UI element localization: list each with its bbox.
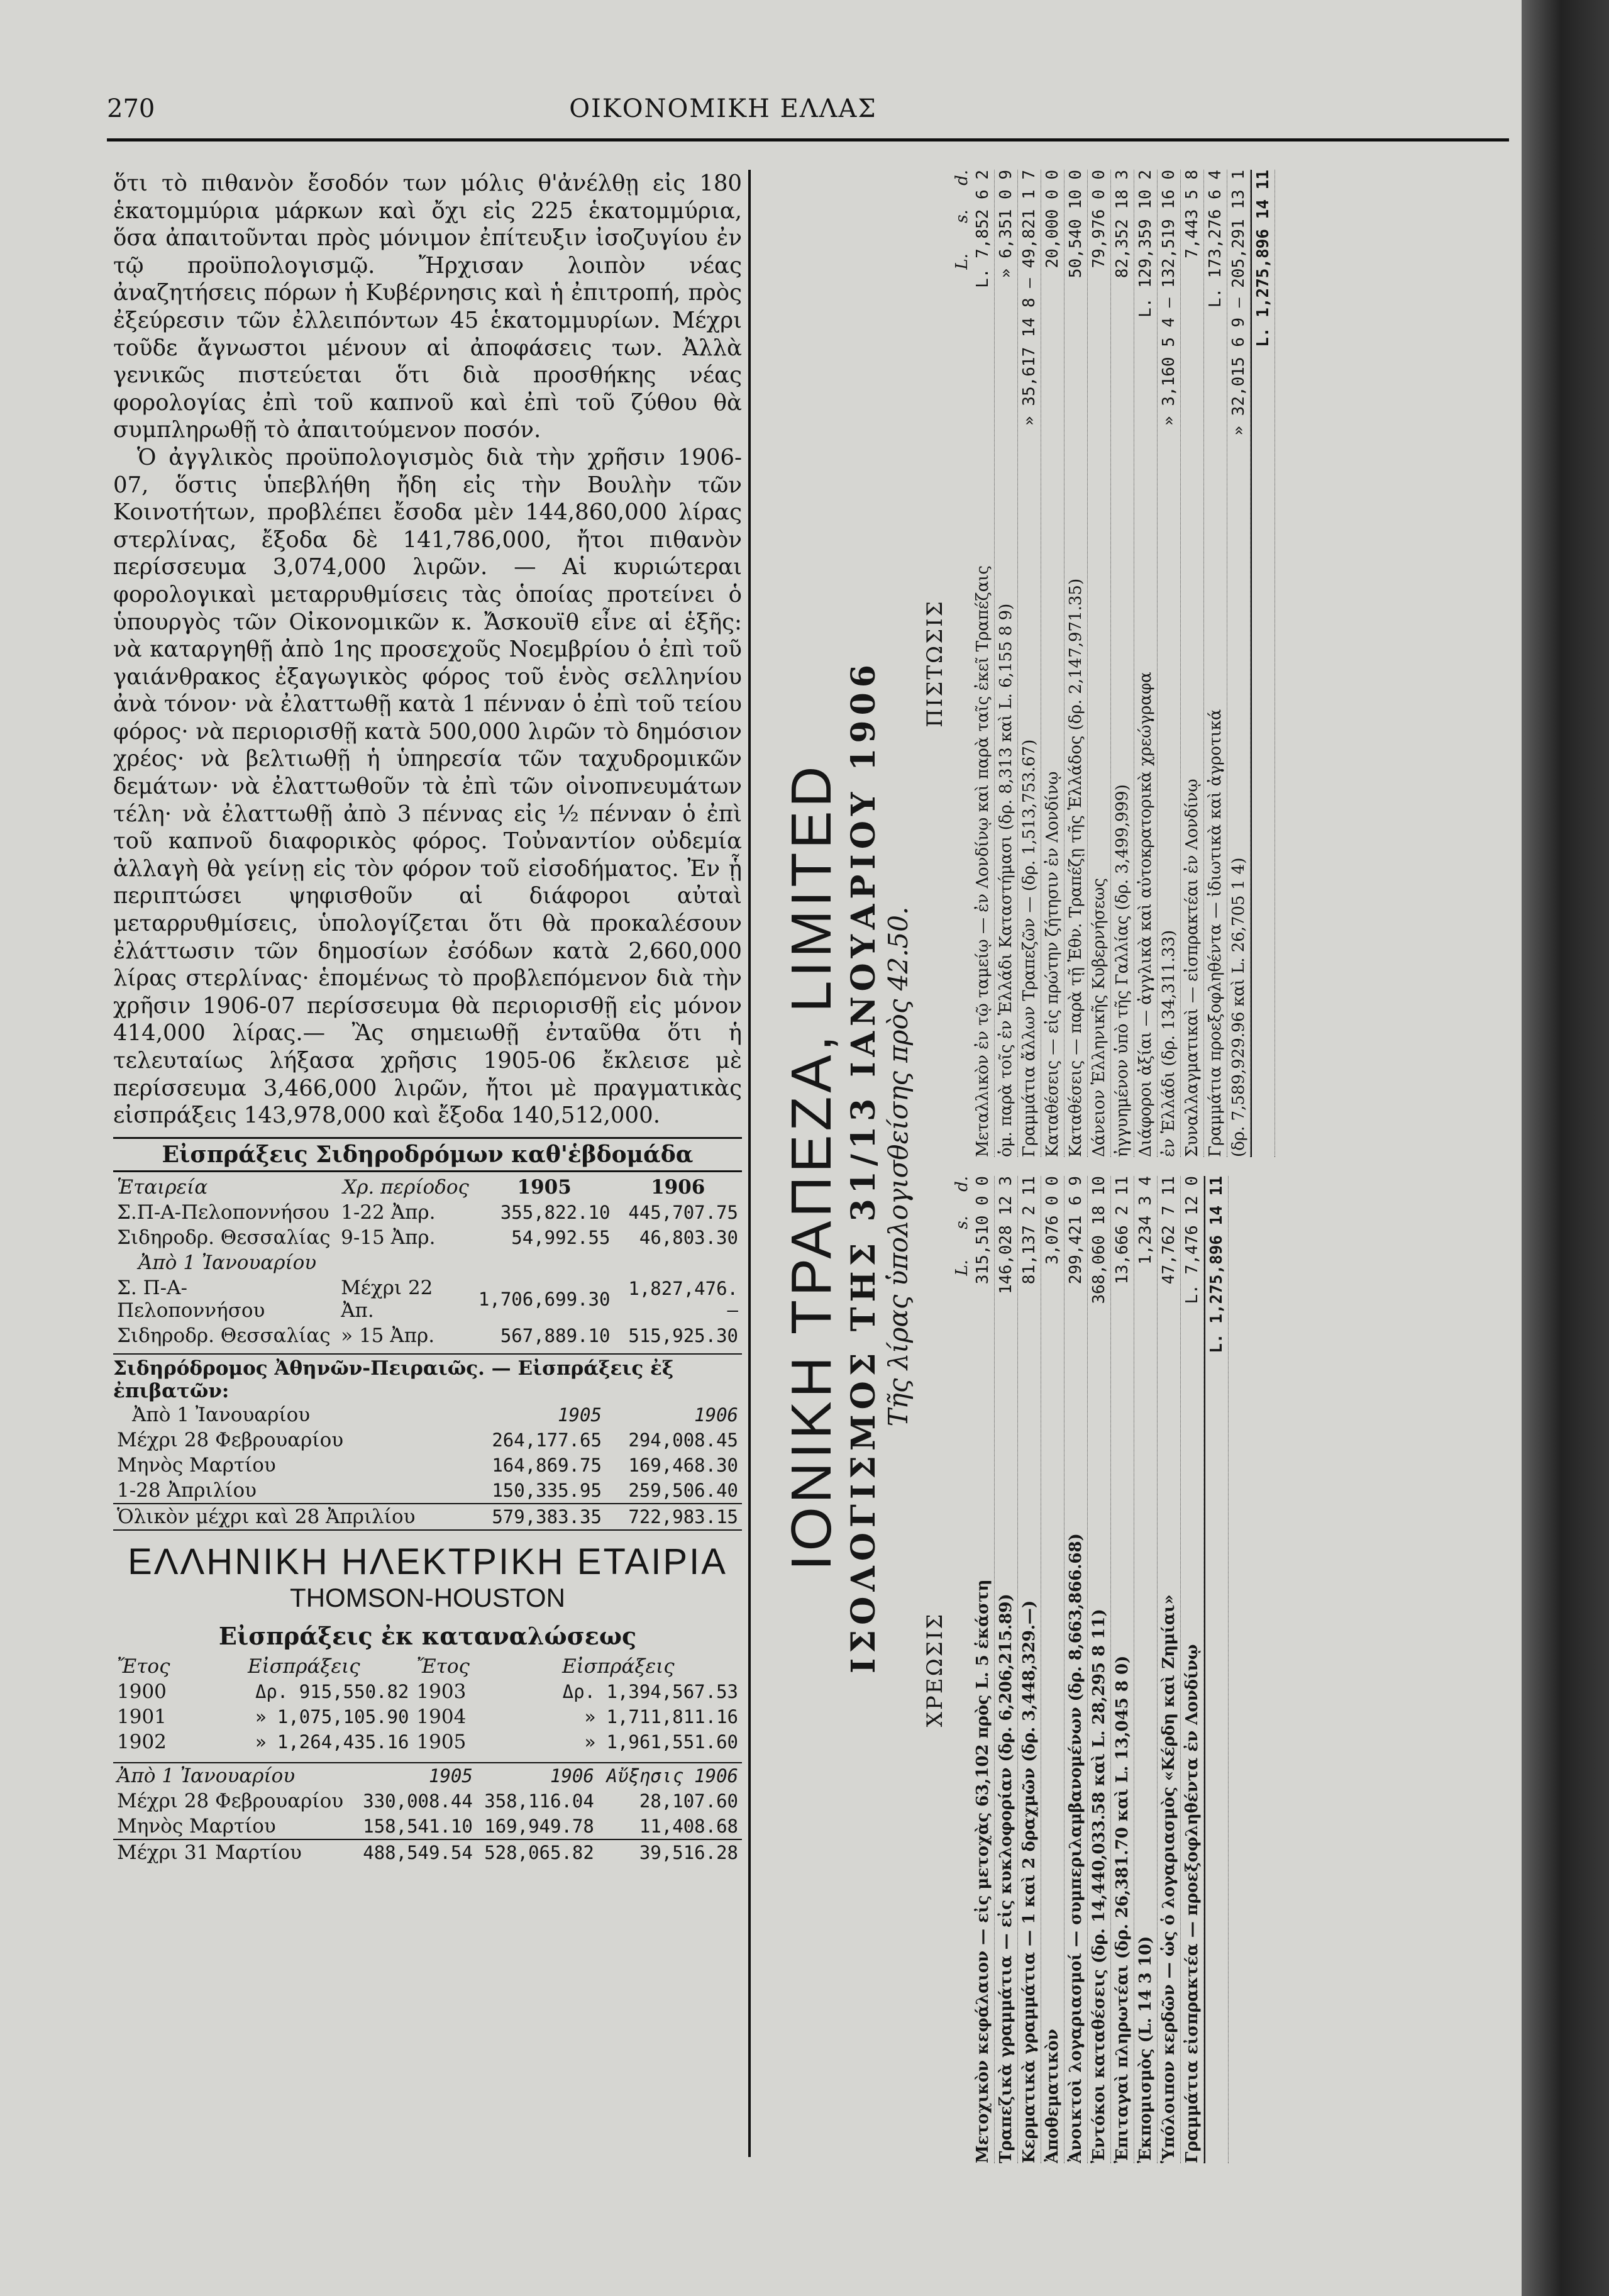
paragraph-2: Ὁ ἀγγλικὸς προϋπολογισμὸς διὰ τὴν χρῆσιν 1906-07, ὅστις ὑπεβλήθη ἤδη εἰς τὴν Βουλὴν τῶν Κοινοτήτων, προβλέπει ἔσοδα μὲν 144,860,000 λίρας στερλίνας, ἔξοδα δὲ 141,786,000, ἤτοι πιθανὸν περίσσευμα 3,074,000 λιρῶν. — Αἱ κυριώτεραι φορολογικαὶ μεταρρυθμίσεις τὰς ὁποίας προτείνει ὁ ὑπουργὸς τῶν Οἰκονομικῶν κ. Ἄσκουϊθ εἶνε αἱ ἑξῆς: νὰ καταργηθῇ ἀπὸ 1ης προσεχοῦς Νοεμβρίου ὁ ἐπὶ τοῦ γαιάνθρακος ἐξαγωγικὸς φόρος τοῦ ἑνὸς σελληνίου ἀνὰ τόνον· νὰ ἐλαττωθῇ κατὰ 1 πένναν ὁ ἐπὶ τοῦ τείου φόρος· νὰ περιορισθῇ κατὰ 500,000 λιρῶν τὸ δημόσιον χρέος· νὰ βελτιωθῇ ἡ ὑπηρεσία τῶν ταχυδρομικῶν δεμάτων· νὰ ἐλαττωθοῦν τὰ ἐπὶ τῶν οἰνοπνευμάτων τέλη· νὰ ἐλαττωθῇ ἀπὸ 3 πέννας εἰς ½ πένναν ὁ ἐπὶ τοῦ καπνοῦ διαφορικὸς φόρος. Τοὐναντίον οὐδεμία ἀλλαγὴ θὰ γείνῃ εἰς τὸν φόρον τοῦ εἰσοδήματος. Ἐν ᾗ περιπτώσει ψηφισθοῦν αἱ διάφοροι αὐταὶ μεταρρυθμίσεις, ὑπολογίζεται ὅτι θὰ προκαλέσουν ἐλάττωσιν τῶν δημοσίων ἐσόδων κατὰ 2,660,000 λίρας στερλίνας· ἑπομένως τὸ προβλεπόμενον διὰ τὴν χρῆσιν 1906-07 περίσσευμα θὰ περιορισθῇ εἰς μόνον 414,000 λίρας.— Ἂς σημειωθῇ ἐνταῦθα ὅτι ἡ τελευταίως λήξασα χρῆσις 1905-06 ἔκλεισε μὲ περίσσευμα 3,466,000 λιρῶν, ἤτοι μὲ πραγματικὰς εἰσπράξεις 143,978,000 καὶ ἔξοδα 140,512,000. — [113, 444, 742, 1129]
debit-total — [1204, 1176, 1229, 2163]
debit-line — [1158, 1176, 1181, 2163]
table-header-row — [113, 1763, 742, 1789]
table-cell: 164,869.75 — [492, 1454, 602, 1476]
line-label: ὁμ. παρὰ τοῖς ἐν Ἑλλάδι Καταστήμασι (δρ. 8,313 καὶ L. 6,155 8 9) — [997, 603, 1015, 1157]
line-label: Γραμμάτια εἰσπρακτέα — προεξοφληθέντα ἐν Λονδίνῳ — [1183, 1644, 1202, 2163]
credit-title: ΠΙΣΤΩΣΙΣ — [922, 599, 948, 728]
line-value: 47,762 7 11 — [1159, 1176, 1178, 1285]
company-subtitle: Εἰσπράξεις ἐκ καταναλώσεως — [218, 1621, 637, 1650]
total-value: L. 1,275,896 14 11 — [1207, 1176, 1226, 1353]
line-value: 299,421 6 9 — [1066, 1176, 1085, 1285]
line-label: Διάφοροι ἀξίαι — ἀγγλικὰ καὶ αὐτοκρατορικὰ χρεώγραφα — [1136, 672, 1155, 1157]
table-cell: » 1,075,105.90 — [255, 1705, 409, 1728]
credit-total — [1251, 170, 1275, 1157]
line-value: 1,234 3 4 — [1136, 1176, 1155, 1265]
table-cell: 1900 — [117, 1680, 167, 1703]
table-cell: Μηνὸς Μαρτίου — [117, 1453, 276, 1477]
debit-line — [1111, 1176, 1134, 2163]
table-total-row — [113, 1504, 742, 1530]
table-cell: 54,992.55 — [511, 1226, 611, 1248]
line-label: Ἐκπομισμὸς (L. 14 3 10) — [1136, 1936, 1155, 2163]
line-value: 146,028 12 3 — [997, 1176, 1015, 1294]
table-cell: 488,549.54 — [363, 1841, 473, 1863]
line-label: Ἐντόκοι καταθέσεις (δρ. 14,440,033.58 καὶ L. 28,295 8 11) — [1090, 1609, 1109, 2163]
rail-table — [113, 1175, 742, 1348]
table-cell: Μέχρι 28 Φεβρουαρίου — [117, 1789, 344, 1812]
table-header: 1906 — [651, 1175, 705, 1199]
table-cell: 264,177.65 — [492, 1429, 602, 1451]
rail-title: Εἰσπράξεις Σιδηροδρόμων καθ'ἑβδομάδα — [113, 1137, 742, 1172]
line-label: Καταθέσεις — παρὰ τῇ Ἐθν. Τραπέζῃ τῆς Ἑλλάδος (δρ. 2,147,971.35) — [1066, 578, 1085, 1157]
table-cell: Μέχρι 22 Ἀπ. — [341, 1276, 433, 1322]
line-value: L. 129,359 10 2 — [1136, 170, 1155, 318]
table-cell: » 1,711,811.16 — [584, 1705, 738, 1728]
bank-title: ΙΟΝΙΚΗ ΤΡΑΠΕΖΑ, LIMITED — [780, 762, 843, 1571]
piraeus-table — [113, 1402, 742, 1531]
table-cell: 294,008.45 — [628, 1429, 738, 1451]
line-label: Μετοχικὸν κεφάλαιον — εἰς μετοχὰς 63,102 πρὸς L. 5 ἑκάστη — [973, 1579, 992, 2163]
table-cell: 46,803.30 — [639, 1226, 738, 1248]
line-label: Μεταλλικὸν ἐν τῷ ταμείῳ — ἐν Λονδίνῳ καὶ παρὰ ταῖς ἐκεῖ Τραπέζαις — [973, 565, 992, 1157]
table-cell: 1-28 Ἀπριλίου — [117, 1478, 257, 1502]
table-cell: Μέχρι 28 Φεβρουαρίου — [117, 1428, 344, 1451]
table-header: Ἔτος — [117, 1655, 170, 1678]
table-header: Χρ. περίοδος — [343, 1175, 469, 1199]
table-row — [113, 1704, 742, 1729]
balance-sheet — [922, 170, 1275, 2163]
debit-title: ΧΡΕΩΣΙΣ — [922, 1612, 948, 1728]
table-row — [113, 1789, 742, 1814]
credit-side — [922, 170, 1275, 1157]
table-cell: 1903 — [416, 1680, 467, 1703]
page-header — [107, 94, 1509, 138]
currency-col: d. — [953, 170, 971, 186]
debit-line — [995, 1176, 1018, 2163]
table-cell: Σιδηροδρ. Θεσσαλίας — [117, 1226, 331, 1249]
table-cell: » 1,961,551.60 — [584, 1731, 738, 1753]
line-value: 3,076 0 0 — [1043, 1176, 1062, 1265]
debit-line — [1064, 1176, 1088, 2163]
table-cell: 1901 — [117, 1705, 167, 1728]
table-header: Εἰσπράξεις — [561, 1655, 675, 1678]
table-cell: 39,516.28 — [639, 1841, 738, 1863]
debit-side — [922, 1176, 1275, 2163]
table-cell: 158,541.10 — [363, 1815, 473, 1837]
table-cell: 28,107.60 — [639, 1790, 738, 1812]
table-header: 1906 — [694, 1404, 738, 1426]
header-rule — [107, 138, 1509, 141]
line-label: Ὑπόλοιπον κερδῶν — ὡς ὁ λογαριασμὸς «Κέρδη καὶ Ζημίαι» — [1159, 1594, 1178, 2163]
journal-title: ΟΙΚΟΝΟΜΙΚΗ ΕΛΛΑΣ — [569, 94, 877, 123]
table-cell: 445,707.75 — [628, 1201, 738, 1223]
credit-line — [1041, 170, 1064, 1157]
line-label: Καταθέσεις — εἰς πρώτην ζήτησιν ἐν Λονδίνῳ — [1043, 771, 1062, 1157]
table-row — [113, 1679, 742, 1704]
page-number: 270 — [107, 94, 155, 123]
line-label: ἐν Ἑλλάδι (δρ. 134,311.33) — [1159, 929, 1178, 1157]
line-value: L. 173,276 6 4 — [1206, 170, 1225, 308]
company-name: ΕΛΛΗΝΙΚΗ ΗΛΕΚΤΡΙΚΗ ΕΤΑΙΡΙΑ — [128, 1541, 727, 1582]
credit-line — [995, 170, 1018, 1157]
credit-line — [1064, 170, 1088, 1157]
line-label: Δάνειον Ἑλληνικῆς Κυβερνήσεως — [1090, 878, 1109, 1157]
table-row — [113, 1275, 742, 1323]
line-value: 315,510 0 0 — [973, 1176, 992, 1285]
table-cell: 1904 — [416, 1705, 467, 1728]
line-value: 50,540 10 0 — [1066, 170, 1085, 279]
piraeus-heading: Σιδηρόδρομος Ἀθηνῶν-Πειραιῶς. — Εἰσπράξεις ἐξ ἐπιβατῶν: — [113, 1353, 742, 1402]
table-header-row — [113, 1402, 742, 1428]
article-text — [113, 170, 742, 1129]
table-cell: Σ.Π-Α-Πελοποννήσου — [117, 1201, 329, 1224]
table-cell: 567,889.10 — [500, 1324, 611, 1346]
currency-col: s. — [953, 209, 971, 223]
line-label: Γραμμάτια ἄλλων Τραπεζῶν — (δρ. 1,513,753.67) — [1020, 739, 1039, 1157]
paragraph-1: ὅτι τὸ πιθανὸν ἔσοδόν των μόλις θ'ἀνέλθῃ εἰς 180 ἑκατομμύρια μάρκων καὶ ὄχι εἰς 225 ἑκατομμύρια, ὅσα ἀπαιτοῦνται πρὸς μόνιμον ἐπίτευξιν ἰσοζυγίου ἐν τῷ προϋπολογισμῷ. Ἤρχισαν λοιπὸν νέας ἀναζητήσεις πόρων ἡ Κυβέρνησις καὶ ἡ ἐπιτροπή, πρὸς ἐξεύρεσιν τῶν ἐλλειπόντων 45 ἑκατομμυρίων. Μέχρι τοῦδε ἄγνωστοι μένουν αἱ ἀποφάσεις των. Ἀλλὰ γενικῶς πιστεύεται ὅτι διὰ προσθήκης νέας φορολογίας ἐπὶ τοῦ καπνοῦ καὶ ἐπὶ τοῦ ζύθου θὰ συμπληρωθῇ τὸ ἀπαιτούμενον ποσόν. — [113, 170, 742, 443]
credit-line — [1111, 170, 1134, 1157]
table-header: 1905 — [517, 1175, 572, 1199]
credit-line — [971, 170, 995, 1157]
table-cell: 11,408.68 — [639, 1815, 738, 1837]
debit-line — [1088, 1176, 1111, 2163]
balance-sheet-rotated — [780, 170, 1509, 2163]
credit-line — [1158, 170, 1181, 1157]
table-header: Ἑταιρεία — [117, 1175, 208, 1199]
table-cell: 722,983.15 — [628, 1506, 738, 1528]
credit-line — [1134, 170, 1158, 1157]
line-value: L. 7,476 12 0 — [1183, 1176, 1202, 1304]
line-label: Συναλλαγματικαὶ — εἰσπρακτέαι ἐν Λονδίνῳ — [1183, 779, 1202, 1157]
table-header-row — [113, 1654, 742, 1679]
table-cell: 528,065.82 — [484, 1841, 594, 1863]
table-cell: Μηνὸς Μαρτίου — [117, 1814, 276, 1838]
table-row — [113, 1729, 742, 1755]
line-value: L. 7,852 6 2 — [973, 170, 992, 288]
credit-line — [1018, 170, 1041, 1157]
table-row — [113, 1453, 742, 1478]
table-header-row — [113, 1175, 742, 1200]
balance-sheet-title: ΙΣΟΛΟΓΙΣΜΟΣ ΤΗΣ 31/13 ΙΑΝΟΥΑΡΙΟΥ 1906 — [844, 660, 883, 1673]
table-row — [113, 1814, 742, 1839]
currency-col: L. — [953, 1260, 971, 1276]
table-cell: 169,468.30 — [628, 1454, 738, 1476]
table-cell: 515,925.30 — [628, 1324, 738, 1346]
table-header: 1905 — [429, 1765, 473, 1787]
currency-header — [953, 170, 971, 1157]
table-cell: Σ. Π-Α-Πελοποννήσου — [117, 1276, 265, 1322]
line-value: » 32,015 6 9 — 205,291 13 1 — [1229, 170, 1248, 436]
line-value: 81,137 2 11 — [1020, 1176, 1039, 1285]
table-subhead: Ἀπὸ 1 Ἰανουαρίου — [132, 1403, 311, 1426]
total-value: L. 1,275,896 14 11 — [1254, 170, 1273, 347]
table-cell: 1,706,699.30 — [478, 1288, 611, 1310]
table-cell: » 15 Ἀπρ. — [341, 1324, 435, 1347]
credit-line — [1088, 170, 1111, 1157]
table-cell: Ὁλικὸν μέχρι καὶ 28 Ἀπριλίου — [117, 1505, 416, 1528]
table-cell: Μέχρι 31 Μαρτίου — [117, 1841, 302, 1864]
table-total-row — [113, 1839, 742, 1865]
currency-col: s. — [953, 1216, 971, 1229]
debit-line — [1181, 1176, 1204, 2163]
table-cell: » 1,264,435.16 — [255, 1731, 409, 1753]
line-value: 20,000 0 0 — [1043, 170, 1062, 269]
credit-line — [1227, 170, 1251, 1157]
table-cell: 330,008.44 — [363, 1790, 473, 1812]
column-divider — [748, 170, 751, 2157]
table-cell: Δρ. 915,550.82 — [255, 1680, 409, 1702]
debit-line — [1134, 1176, 1158, 2163]
line-label: (δρ. 7,589,929.96 καὶ L. 26,705 1 4) — [1229, 857, 1248, 1157]
debit-line — [1018, 1176, 1041, 2163]
table-header: 1906 — [550, 1765, 594, 1787]
line-value: » 3,160 5 4 — 132,519 16 0 — [1159, 170, 1178, 426]
table-row — [113, 1200, 742, 1225]
table-cell: 1905 — [416, 1730, 467, 1753]
table-cell: 358,116.04 — [484, 1790, 594, 1812]
table-cell: 1,827,476.— — [628, 1277, 738, 1321]
line-label: Ἀνοικτοὶ λογαριασμοί — συμπεριλαμβανομένων (δρ. 8,663,866.68) — [1066, 1533, 1085, 2163]
table-subhead-row — [113, 1250, 742, 1275]
line-label: Ἀποθεματικὸν — [1043, 2029, 1062, 2163]
table-cell: 579,383.35 — [492, 1506, 602, 1528]
debit-line — [1041, 1176, 1064, 2163]
credit-line — [1181, 170, 1204, 1157]
table-header: 1905 — [558, 1404, 602, 1426]
credit-line — [1204, 170, 1227, 1157]
debit-line — [971, 1176, 995, 2163]
table-row — [113, 1478, 742, 1504]
table-header: Ἔτος — [416, 1655, 470, 1678]
table-cell: Σιδηροδρ. Θεσσαλίας — [117, 1324, 331, 1347]
table-cell: 1-22 Ἀπρ. — [341, 1201, 436, 1224]
scan-edge — [1522, 0, 1609, 2296]
table-row — [113, 1428, 742, 1453]
table-cell: 150,335.95 — [492, 1479, 602, 1501]
line-label: Γραμμάτια προεξοφληθέντα — ἰδιωτικὰ καὶ ἀγροτικά — [1206, 709, 1225, 1157]
table-cell: 9-15 Ἀπρ. — [341, 1226, 436, 1249]
line-value: » 6,351 0 9 — [997, 170, 1015, 279]
line-value: 82,352 18 3 — [1113, 170, 1132, 279]
table-cell: 169,949.78 — [484, 1815, 594, 1837]
table-cell: 355,822.10 — [500, 1201, 611, 1223]
exchange-rate-note: Τῆς λίρας ὑπολογισθείσης πρὸς 42.50. — [883, 906, 914, 1427]
currency-header — [953, 1176, 971, 2163]
currency-col: d. — [953, 1176, 971, 1192]
table-subhead: Ἀπὸ 1 Ἰανουαρίου — [138, 1251, 317, 1274]
line-value: » 35,617 14 8 — 49,821 1 7 — [1020, 170, 1039, 426]
line-value: 79,976 0 0 — [1090, 170, 1109, 269]
line-label: ἠγγυημένον ὑπὸ τῆς Γαλλίας (δρ. 3,499,999) — [1113, 784, 1132, 1157]
line-label: Κερματικὰ γραμμάτια — 1 καὶ 2 δραχμῶν (δρ. 3,448,329.—) — [1020, 1600, 1039, 2163]
line-label: Ἐπιταγαὶ πληρωτέαι (δρ. 26,381.70 καὶ L. 13,045 8 0) — [1113, 1655, 1132, 2163]
table-header: Αὔξησις 1906 — [606, 1765, 738, 1787]
table-cell: 1902 — [117, 1730, 167, 1753]
company-monthly-table — [113, 1762, 742, 1865]
table-header: Εἰσπράξεις — [247, 1655, 360, 1678]
company-yearly-table — [113, 1654, 742, 1755]
table-cell: Δρ. 1,394,567.53 — [562, 1680, 738, 1702]
table-header: Ἀπὸ 1 Ἰανουαρίου — [117, 1764, 296, 1787]
left-column — [113, 170, 742, 1865]
line-value: 13,666 2 11 — [1113, 1176, 1132, 1285]
line-label: Τραπεζικὰ γραμμάτια — εἰς κυκλοφορίαν (δρ. 6,206,215.89) — [997, 1594, 1015, 2163]
table-cell: 259,506.40 — [628, 1479, 738, 1501]
line-value: 7,443 5 8 — [1183, 170, 1202, 258]
line-value: 368,060 18 10 — [1090, 1176, 1109, 1304]
table-row — [113, 1225, 742, 1250]
company-name-latin: THOMSON-HOUSTON — [290, 1582, 565, 1612]
table-row — [113, 1323, 742, 1348]
currency-col: L. — [953, 253, 971, 270]
